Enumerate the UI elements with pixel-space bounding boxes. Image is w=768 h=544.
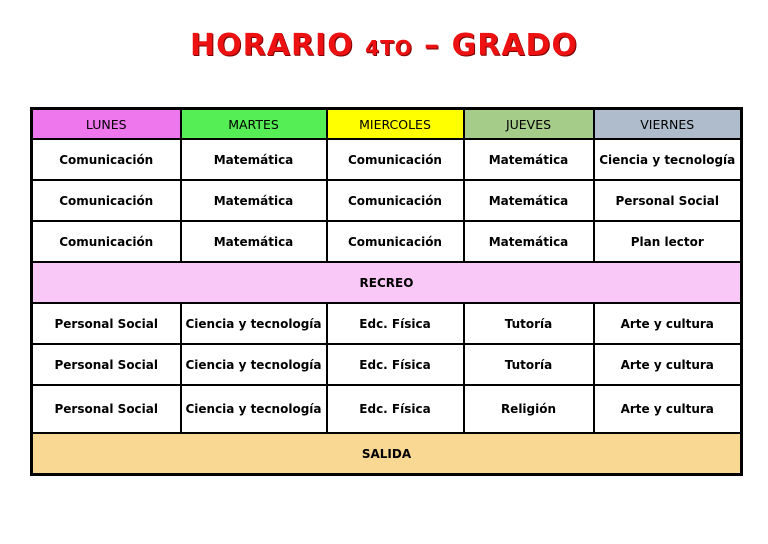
table-cell: Comunicación	[32, 139, 181, 180]
table-cell: Edc. Física	[327, 303, 464, 344]
salida-label: SALIDA	[32, 433, 742, 475]
header-row	[32, 109, 742, 140]
table-cell: Ciencia y tecnología	[594, 139, 742, 180]
header-martes: MARTES	[181, 109, 327, 140]
table-cell: Comunicación	[327, 221, 464, 262]
table-cell: Edc. Física	[327, 385, 464, 433]
table-row	[32, 344, 742, 385]
table-cell: Comunicación	[327, 180, 464, 221]
table-row	[32, 180, 742, 221]
header-lunes: LUNES	[32, 109, 181, 140]
header-miercoles: MIERCOLES	[327, 109, 464, 140]
table-row	[32, 303, 742, 344]
table-cell: Arte y cultura	[594, 385, 742, 433]
page-title	[0, 28, 768, 63]
table-cell: Comunicación	[32, 180, 181, 221]
table-cell: Matemática	[464, 139, 594, 180]
table-cell: Comunicación	[32, 221, 181, 262]
table-cell: Personal Social	[594, 180, 742, 221]
table-cell: Matemática	[181, 139, 327, 180]
table-cell: Arte y cultura	[594, 344, 742, 385]
schedule-table	[30, 107, 743, 476]
title-separator: –	[412, 28, 452, 63]
table-cell: Ciencia y tecnología	[181, 385, 327, 433]
table-cell: Tutoría	[464, 344, 594, 385]
table-cell: Ciencia y tecnología	[181, 303, 327, 344]
table-cell: Arte y cultura	[594, 303, 742, 344]
table-row	[32, 385, 742, 433]
table-cell: Tutoría	[464, 303, 594, 344]
recreo-label: RECREO	[32, 262, 742, 303]
table-cell: Plan lector	[594, 221, 742, 262]
table-cell: Matemática	[464, 180, 594, 221]
table-cell: Matemática	[464, 221, 594, 262]
header-viernes: VIERNES	[594, 109, 742, 140]
table-cell: Personal Social	[32, 344, 181, 385]
title-rest: GRADO	[451, 28, 578, 63]
table-cell: Personal Social	[32, 303, 181, 344]
title-main: HORARIO	[190, 28, 366, 63]
table-row	[32, 139, 742, 180]
table-cell: Matemática	[181, 180, 327, 221]
salida-row	[32, 433, 742, 475]
recreo-row	[32, 262, 742, 303]
table-row	[32, 221, 742, 262]
title-grade: 4TO	[365, 36, 413, 60]
table-cell: Personal Social	[32, 385, 181, 433]
table-cell: Matemática	[181, 221, 327, 262]
table-cell: Religión	[464, 385, 594, 433]
header-jueves: JUEVES	[464, 109, 594, 140]
table-cell: Ciencia y tecnología	[181, 344, 327, 385]
table-cell: Edc. Física	[327, 344, 464, 385]
table-cell: Comunicación	[327, 139, 464, 180]
